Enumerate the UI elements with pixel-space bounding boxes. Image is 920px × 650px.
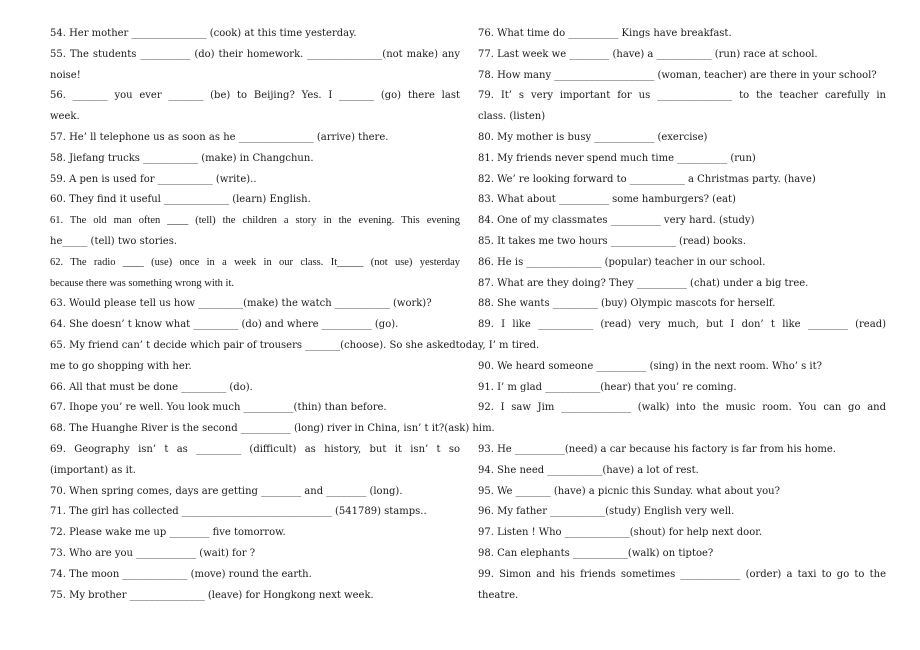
- exercise-line: (important) as it.: [50, 464, 136, 476]
- exercise-line: 96. My father ___________(study) English very well.: [478, 506, 735, 518]
- exercise-line: 85. It takes me two hours _____________ (read) books.: [478, 235, 746, 247]
- exercise-line: 74. The moon _____________ (move) round the earth.: [50, 568, 312, 580]
- exercise-line: 57. He’ ll telephone us as soon as he _______________ (arrive) there.: [50, 131, 389, 143]
- exercise-line: 66. All that must be done _________ (do).: [50, 381, 253, 393]
- exercise-line: 70. When spring comes, days are getting ________ and ________ (long).: [50, 485, 403, 497]
- exercise-line: 71. The girl has collected ______________________________ (541789) stamps..: [50, 506, 427, 518]
- exercise-line: 67. Ihope you’ re well. You look much __________(thin) than before.: [50, 402, 387, 414]
- exercise-line: 80. My mother is busy ____________ (exercise): [478, 131, 708, 143]
- exercise-line: 98. Can elephants ___________(walk) on tiptoe?: [478, 547, 714, 559]
- exercise-line: 54. Her mother _______________ (cook) at this time yesterday.: [50, 28, 357, 39]
- exercise-line: 95. We _______ (have) a picnic this Sunday. what about you?: [478, 485, 780, 497]
- right-column: [478, 24, 886, 606]
- exercise-line: 94. She need ___________(have) a lot of rest.: [478, 464, 699, 476]
- exercise-line: class. (listen): [478, 111, 546, 123]
- exercise-line: 73. Who are you ____________ (wait) for ?: [50, 547, 256, 559]
- exercise-line: 61. The old man often ____ (tell) the children a story in the evening. This evening: [50, 215, 460, 227]
- exercise-line: 91. I’ m glad ___________(hear) that you’ re coming.: [478, 381, 737, 393]
- exercise-line: 69. Geography isn’ t as _________ (difficult) as history, but it isn’ t so: [50, 443, 460, 455]
- exercise-line: [478, 419, 886, 440]
- exercise-line: 59. A pen is used for ___________ (write)..: [50, 173, 257, 185]
- exercise-line: 58. Jiefang trucks ___________ (make) in Changchun.: [50, 152, 314, 164]
- exercise-line: 72. Please wake me up ________ five tomorrow.: [50, 527, 286, 539]
- exercise-line: 81. My friends never spend much time __________ (run): [478, 152, 756, 164]
- exercise-line: 86. He is _______________ (popular) teacher in our school.: [478, 256, 766, 268]
- exercise-line: 87. What are they doing? They __________ (chat) under a big tree.: [478, 277, 809, 289]
- exercise-line: 75. My brother _______________ (leave) for Hongkong next week.: [50, 589, 374, 601]
- exercise-line: 76. What time do __________ Kings have breakfast.: [478, 28, 732, 39]
- exercise-line: 89. I like ___________ (read) very much, but I don’ t like ________ (read): [478, 319, 886, 331]
- exercise-line: because there was something wrong with it.: [50, 277, 234, 289]
- exercise-line: 78. How many ____________________ (woman, teacher) are there in your school?: [478, 69, 877, 81]
- exercise-line: 97. Listen ! Who _____________(shout) for help next door.: [478, 527, 763, 539]
- exercise-line: me to go shopping with her.: [50, 360, 192, 372]
- exercise-line: 77. Last week we ________ (have) a ___________ (run) race at school.: [478, 48, 818, 60]
- exercise-line: theatre.: [478, 589, 519, 601]
- exercise-line: 55. The students __________ (do) their homework. _______________(not make) any: [50, 48, 460, 60]
- exercise-line: 65. My friend can’ t decide which pair of trousers _______(choose). So she askedtoday, I’ m tired.: [50, 339, 540, 351]
- exercise-line: 68. The Huanghe River is the second __________ (long) river in China, isn’ t it?(ask) him.: [50, 423, 495, 435]
- exercise-line: week.: [50, 111, 80, 123]
- exercise-line: 83. What about __________ some hamburgers? (eat): [478, 194, 736, 206]
- exercise-line: 60. They find it useful _____________ (learn) English.: [50, 194, 311, 206]
- exercise-line: 79. It’ s very important for us _______________ to the teacher carefully in: [478, 90, 886, 102]
- exercise-line: 99. Simon and his friends sometimes ____________ (order) a taxi to go to the: [478, 568, 886, 580]
- exercise-line: [478, 336, 886, 357]
- exercise-line: 88. She wants _________ (buy) Olympic mascots for herself.: [478, 298, 776, 310]
- exercise-line: noise!: [50, 69, 81, 81]
- exercise-line: 92. I saw Jim ______________ (walk) into the music room. You can go and: [478, 402, 886, 414]
- exercise-line: 82. We’ re looking forward to ___________ a Christmas party. (have): [478, 173, 816, 185]
- exercise-line: 90. We heard someone __________ (sing) in the next room. Who’ s it?: [478, 360, 822, 372]
- exercise-line: 84. One of my classmates __________ very hard. (study): [478, 215, 755, 227]
- exercise-line: 56. _______ you ever _______ (be) to Beijing? Yes. I _______ (go) there last: [50, 90, 460, 102]
- exercise-line: he_____ (tell) two stories.: [50, 235, 178, 247]
- exercise-line: 63. Would please tell us how _________(make) the watch ___________ (work)?: [50, 298, 432, 310]
- exercise-line: 64. She doesn’ t know what _________ (do) and where __________ (go).: [50, 319, 399, 331]
- exercise-line: 93. He __________(need) a car because his factory is far from his home.: [478, 443, 836, 455]
- exercise-line: 62. The radio ____ (use) once in a week in our class. It_____ (not use) yesterday: [50, 256, 460, 268]
